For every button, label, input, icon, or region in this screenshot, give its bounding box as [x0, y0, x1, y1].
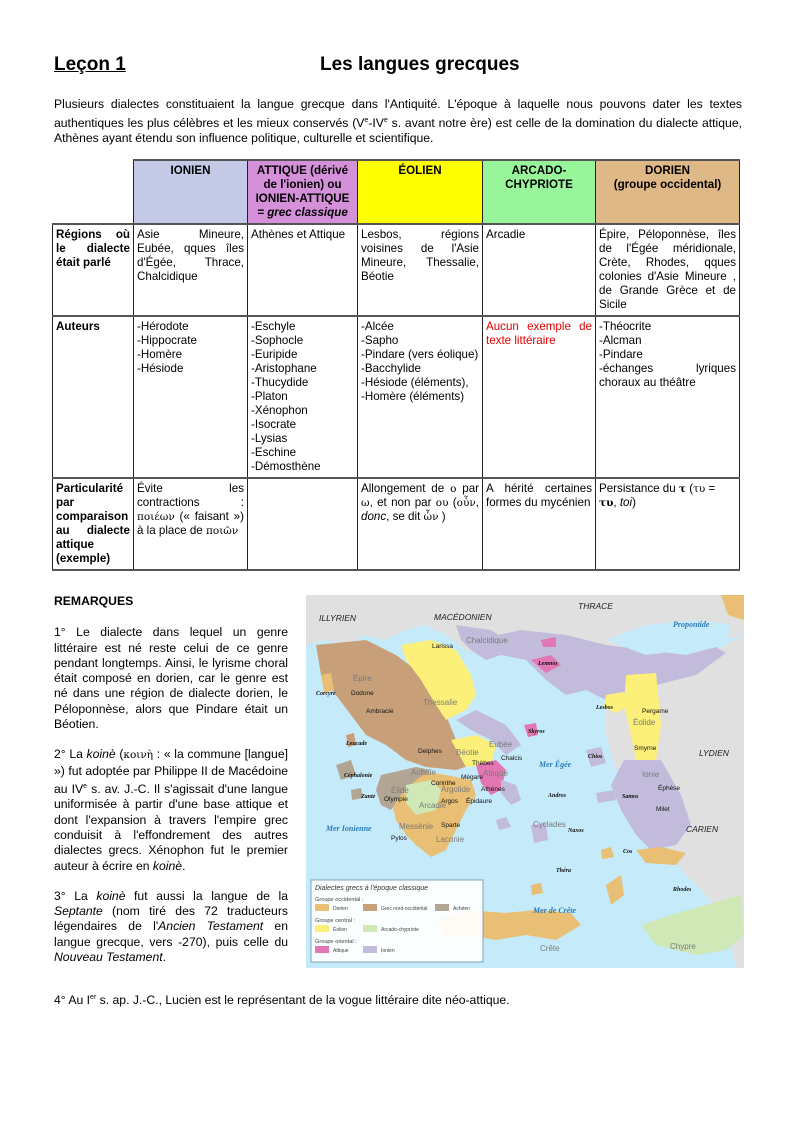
map-label-laconie: Laconie: [436, 835, 465, 844]
remark-text: s. av. J.-C. Il s'agissait d'une langue uniformisée à partir d'une base attique et dont l'expansion à travers l'empire grec conduisit à l'effondrement des autres dialectes grecs. Xénophon fut le premier auteur à écrire en: [54, 782, 288, 873]
legend-swatch-ionien: [363, 946, 377, 953]
cell-text: (: [448, 496, 457, 509]
remark-text: 2° La: [54, 747, 87, 762]
author-item: -Eschyle: [251, 320, 296, 333]
author-item: -Hésiode: [137, 362, 184, 375]
map-city-smyrne: Smyrne: [634, 745, 657, 752]
author-item: -Alcée: [361, 320, 394, 333]
cell-auteurs-ionien: [134, 316, 248, 478]
remark-em: koinè: [152, 858, 183, 873]
remark-4: [54, 993, 510, 1007]
legend-swatch-nord-occidental: [363, 904, 377, 911]
cell-text-em: donc: [361, 510, 387, 523]
intro-paragraph: [54, 97, 742, 147]
legend-swatch-eolien: [315, 925, 329, 932]
remark-em: Septante: [54, 904, 103, 919]
column-label-em: = grec classique: [257, 206, 348, 219]
remarks-heading: REMARQUES: [54, 594, 134, 608]
remark-2: [54, 747, 288, 873]
remark-sup: e: [83, 782, 88, 790]
greek-word: τυ: [693, 483, 706, 495]
map-city-delphes: Delphes: [418, 748, 442, 755]
cell-text: =: [705, 482, 716, 495]
map-island-lesbos: Lesbos: [596, 705, 613, 711]
map-label-thrace: THRACE: [578, 601, 613, 611]
remark-text: (: [115, 747, 124, 762]
dialects-table: [52, 159, 740, 571]
table-row-auteurs: [53, 316, 740, 478]
remark-text: 3° La: [54, 888, 97, 903]
map-legend: [311, 880, 483, 962]
cell-text: Persistance du: [599, 482, 679, 495]
map-label-epire: Épire: [353, 674, 372, 683]
remark-text: : « la commune [langue] ») fut adoptée par Philippe II de Macédoine au IV: [54, 747, 288, 797]
map-label-cyclades: Cyclades: [533, 820, 566, 829]
cell-text: ,: [613, 496, 620, 509]
remark-text: fut aussi la langue de la: [125, 888, 288, 903]
remark-text: s. ap. J.-C., Lucien est le représentant de la vogue littéraire dite néo-attique.: [96, 993, 510, 1007]
cell-particularite-arcado: A hérité certaines formes du mycénien: [483, 478, 596, 570]
map-label-lydien: LYDIEN: [699, 748, 729, 758]
map-city-sparte: Sparte: [441, 822, 461, 829]
greek-letter: τ: [678, 483, 686, 495]
map-island-cephalonie: Céphalonie: [344, 773, 373, 779]
cell-regions-arcado: Arcadie: [483, 224, 596, 316]
map-island-rhodes: Rhodes: [673, 887, 692, 893]
page-title: Les langues grecques: [320, 54, 520, 75]
author-item: -Platon: [251, 390, 288, 403]
author-item: -Homère (éléments): [361, 390, 465, 403]
author-item: -Bacchylide: [361, 362, 421, 375]
remark-1: 1° Le dialecte dans lequel un genre littéraire est né reste celui de ce genre pendant longtemps. Ainsi, le lyrisme choral était composé en dorien, car le genre est né dans une région de dialecte dorien, le Péloponnèse, alors que Pindare était un Béotien.: [54, 625, 288, 732]
map-city-olympie: Olympie: [384, 796, 408, 803]
map-label-attique: Attique: [483, 769, 508, 778]
table-header-row: [53, 160, 740, 224]
map-label-chypre: Chypre: [670, 942, 696, 951]
map-island-thera: Théra: [556, 868, 571, 874]
remark-3: [54, 889, 288, 965]
author-item: -Théocrite: [599, 320, 652, 333]
remark-sup: er: [90, 993, 97, 1001]
map-label-argolide: Argolide: [441, 785, 471, 794]
map-city-dodone: Dodone: [351, 690, 374, 697]
map-city-megare: Mégare: [461, 774, 484, 781]
cell-text: ): [438, 510, 446, 523]
row-label: Auteurs: [53, 316, 134, 478]
legend-item-label: Grec nord-occidental: [381, 906, 428, 912]
cell-auteurs-dorien: [596, 316, 740, 478]
intro-text: Plusieurs dialectes constituaient la langue grecque dans l'Antiquité. L'époque à laquelle nous pouvons dater les textes authentiques les plus célèbres et les mieux conservés (V: [54, 97, 742, 130]
page-header: [54, 54, 744, 80]
map-island-leucade: Leucade: [346, 741, 367, 747]
map-label-illyrien: ILLYRIEN: [319, 613, 357, 623]
author-item: -Isocrate: [251, 418, 297, 431]
author-item: -Sophocle: [251, 334, 304, 347]
legend-item-label: Ionien: [381, 948, 395, 954]
map-city-argos: Argos: [441, 798, 458, 805]
map-label-chalcidique: Chalcidique: [466, 636, 508, 645]
legend-swatch-arcado: [363, 925, 377, 932]
cell-text: ,: [475, 496, 479, 509]
cell-regions-eolien: Lesbos, régions voisines de l'Asie Mineure, Thessalie, Béotie: [358, 224, 483, 316]
lesson-number: Leçon 1: [54, 54, 126, 75]
greek-word: τυ: [599, 497, 614, 509]
author-item: -Hérodote: [137, 320, 189, 333]
cell-text: (« faisant ») à la place de: [137, 510, 244, 537]
cell-regions-attique: Athènes et Attique: [248, 224, 358, 316]
greek-word: ω: [361, 497, 370, 509]
cell-particularite-ionien: [134, 478, 248, 570]
intro-sup: e: [364, 116, 369, 124]
remark-em: Nouveau Testament: [54, 950, 163, 964]
intro-text: s. avant notre ère) est celle de la domination du dialecte attique, Athènes ayant étendu son influence politique, culturelle et scientifique.: [54, 115, 742, 146]
row-label: Particularité par comparaison au dialecte attique (exemple): [53, 478, 134, 570]
cell-text: , se dit: [386, 510, 424, 523]
cell-auteurs-arcado: Aucun exemple de texte littéraire: [483, 316, 596, 478]
column-header-dorien: [596, 160, 740, 224]
author-item: -Alcman: [599, 334, 642, 347]
legend-group-label: Groupe central :: [315, 918, 356, 924]
author-item: -Démosthène: [251, 460, 321, 473]
map-city-athenes: Athènes: [481, 786, 505, 793]
greek-word: ποιῶν: [205, 525, 239, 537]
map-city-milet: Milet: [656, 806, 670, 813]
legend-group-label: Groupe occidental :: [315, 897, 364, 903]
legend-item-label: Arcado-chypriote: [381, 927, 419, 933]
column-label: IONIEN: [170, 164, 211, 177]
remark-text: (nom tiré des 72 traducteurs légendaires de l': [54, 904, 288, 934]
remark-em: koinè: [96, 888, 126, 903]
cell-text: par: [456, 482, 479, 495]
legend-swatch-acheen: [435, 904, 449, 911]
author-item: -Euripide: [251, 348, 298, 361]
map-label-ionie: Ionie: [642, 770, 660, 779]
cell-text: , et non par: [369, 496, 436, 509]
map-island-naxos: Naxos: [568, 828, 584, 834]
column-header-eolien: [358, 160, 483, 224]
cell-auteurs-attique: [248, 316, 358, 478]
column-label: ATTIQUE (dérivé de l'ionien) ou IONIEN-ATTIQUE: [255, 164, 350, 205]
author-item: -Hippocrate: [137, 334, 197, 347]
map-city-pylos: Pylos: [391, 835, 407, 842]
map-city-thebes: Thèbes: [472, 760, 494, 767]
legend-group-label: Groupe oriental :: [315, 939, 357, 945]
map-label-achaie: Achaïe: [411, 768, 436, 777]
cell-regions-dorien: Épire, Péloponnèse, îles de l'Égée méridionale, Crète, Rhodes, qques colonies d'Asie Mineure , de Grande Grèce et de Sicile: [596, 224, 740, 316]
cell-text-em: toi: [619, 496, 633, 509]
author-item: -Pindare (vers éolique): [361, 348, 479, 361]
map-island-corcyre: Corcyre: [316, 691, 336, 697]
column-label: DORIEN: [644, 164, 691, 177]
greek-word: ο: [450, 483, 457, 495]
legend-item-label: Éolien: [333, 927, 347, 933]
author-item: -Thucydide: [251, 376, 309, 389]
column-header-ionien: [134, 160, 248, 224]
map-label-crete: Crête: [540, 944, 560, 953]
cell-particularite-dorien: [596, 478, 740, 570]
legend-swatch-dorien: [315, 904, 329, 911]
greek-word: κοινὴ: [123, 749, 154, 762]
map-label-mer-egee: Mer Égée: [539, 760, 572, 769]
map-city-corinthe: Corinthe: [431, 780, 456, 787]
author-item: -Aristophane: [251, 362, 317, 375]
dialects-map: [306, 595, 744, 968]
legend-title: Dialectes grecs à l'époque classique: [315, 885, 429, 892]
map-island-chios: Chios: [588, 754, 603, 760]
map-island-andros: Andros: [548, 793, 567, 799]
remark-text: 4° Au I: [54, 993, 91, 1007]
cell-text: Allongement de: [361, 482, 451, 495]
author-item: -Homère: [137, 348, 183, 361]
map-label-messenie: Messénie: [399, 822, 434, 831]
map-city-chalcis: Chalcis: [501, 755, 523, 762]
map-label-arcadie: Arcadie: [419, 801, 447, 810]
map-label-eolide: Éolide: [633, 718, 656, 727]
map-label-mer-ionienne: Mer Ionienne: [326, 824, 372, 833]
author-item: -Hésiode (éléments),: [361, 376, 469, 389]
author-item: -Sapho: [361, 334, 399, 347]
remark-em: koinè: [86, 747, 116, 762]
map-label-carien: CARIEN: [686, 824, 719, 834]
table-row-regions: [53, 224, 740, 316]
map-island-cos: Cos: [623, 849, 633, 855]
author-item: -Pindare: [599, 348, 643, 361]
remarks-section: [54, 594, 288, 980]
legend-item-label: Attique: [333, 948, 349, 954]
map-island-lemnos: Lemnos: [538, 661, 558, 667]
map-city-epidaure: Épidaure: [466, 798, 493, 805]
greek-word: οὖν: [456, 497, 476, 509]
map-island-skyros: Skyros: [528, 729, 545, 735]
cell-text: Évite les contractions :: [137, 482, 244, 509]
remark-text: .: [162, 950, 167, 964]
map-label-mer-de-crete: Mer de Crête: [533, 906, 577, 915]
column-header-attique: [248, 160, 358, 224]
greek-word: ὦν: [423, 511, 439, 523]
island-thera: [531, 883, 543, 895]
map-city-larissa: Larissa: [432, 643, 453, 650]
map-label-eubee: Eubée: [489, 740, 513, 749]
remark-text: en langue grecque, vers -270), puis celle du: [54, 919, 288, 949]
map-label-thessalie: Thessalie: [423, 698, 458, 707]
map-island-samos: Samos: [622, 794, 639, 800]
map-label-propontide: Propontide: [673, 620, 710, 629]
cell-particularite-eolien: [358, 478, 483, 570]
greek-word: ποιέων: [137, 511, 175, 523]
cell-text: (: [686, 482, 694, 495]
author-item: -Xénophon: [251, 404, 308, 417]
legend-item-label: Achéen: [453, 906, 470, 912]
map-city-ambracie: Ambracie: [366, 708, 394, 715]
author-item: -Lysias: [251, 432, 288, 445]
map-island-zante: Zante: [361, 794, 376, 800]
intro-text: -IV: [368, 115, 384, 130]
column-label: ARCADO-CHYPRIOTE: [505, 164, 573, 191]
table-row-particularite: [53, 478, 740, 570]
legend-item-label: Dorien: [333, 906, 348, 912]
author-item: -Eschine: [251, 446, 297, 459]
cell-regions-ionien: Asie Mineure, Eubée, qques îles d'Égée, Thrace, Chalcidique: [134, 224, 248, 316]
map-label-beotie: Béotie: [456, 748, 479, 757]
map-city-pergame: Pergame: [642, 708, 669, 715]
table-corner-cell: [53, 160, 134, 224]
legend-swatch-attique: [315, 946, 329, 953]
cell-text: ): [632, 496, 636, 509]
remark-text: .: [182, 858, 186, 873]
map-city-ephese: Éphèse: [658, 785, 681, 792]
column-label: ÉOLIEN: [398, 164, 442, 177]
cell-particularite-attique: [248, 478, 358, 570]
greek-word: ου: [435, 497, 449, 509]
cell-auteurs-eolien: [358, 316, 483, 478]
map-label-macedonien: MACÉDONIEN: [434, 612, 492, 622]
column-header-arcado-chypriote: [483, 160, 596, 224]
remark-em: Ancien Testament: [158, 919, 264, 934]
author-item: -échanges lyriques choraux au théâtre: [599, 362, 736, 389]
column-label-sub: (groupe occidental): [613, 178, 722, 191]
row-label: Régions où le dialecte était parlé: [53, 224, 134, 316]
map-label-elide: Élide: [391, 786, 409, 795]
map-svg: [306, 595, 744, 968]
intro-sup: e: [383, 116, 388, 124]
